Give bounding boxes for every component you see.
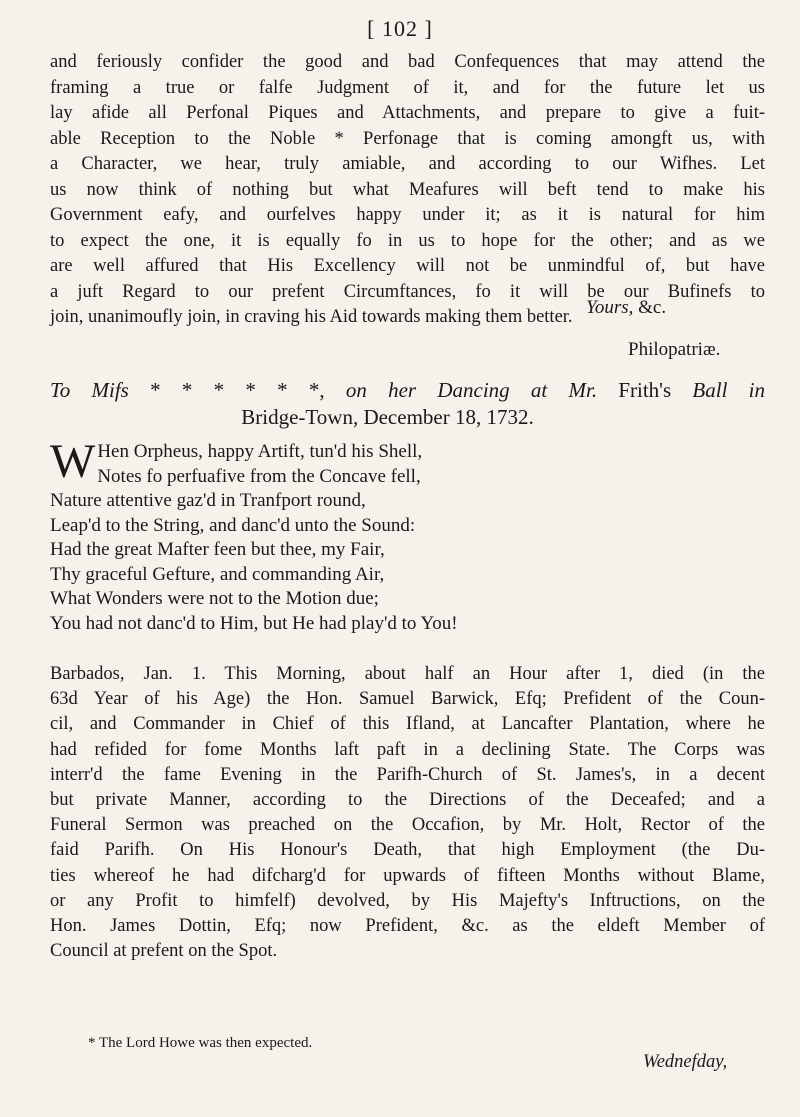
news-line: Council at prefent on the Spot. <box>50 941 278 962</box>
letter-line: and feriously confider the good and bad Confequences that may attend the <box>50 52 765 72</box>
letter-line: Government eafy, and ourfelves happy under it; as it is natural for him <box>50 205 765 225</box>
news-line: interr'd the fame Evening in the Parifh-Church of St. James's, in a decent <box>50 764 765 785</box>
letter-line: lay afide all Perfonal Piques and Attachments, and prepare to give a fuit- <box>50 103 765 123</box>
letter-line: a Character, we hear, truly amiable, and according to our Wifhes. Let <box>50 154 765 174</box>
signature-name: Philopatriæ. <box>628 339 721 360</box>
poem-line: Thy graceful Gefture, and commanding Air, <box>50 563 385 585</box>
signature-etc: &c. <box>638 297 667 318</box>
poem <box>50 435 458 636</box>
news-line: Funeral Sermon was preached on the Occafion, by Mr. Holt, Rector of the <box>50 815 765 836</box>
news-line: Barbados, Jan. 1. This Morning, about half an Hour after 1, died (in the <box>50 664 765 684</box>
news-line: Hon. James Dottin, Efq; now Prefident, &c. as the eldeft Member of <box>50 916 765 937</box>
signature-valediction <box>586 297 666 319</box>
letter-line: able Reception to the Noble * Perfonage that is coming amongft us, with <box>50 128 765 149</box>
page-number: [ 102 ] <box>367 16 433 41</box>
poem-title-line-2: Bridge-Town, December 18, 1732. <box>241 405 534 429</box>
news-line: or any Profit to himfelf) devolved, by His Majefty's Inftructions, on the <box>50 890 765 911</box>
drop-cap: W <box>50 435 96 488</box>
news-line: cil, and Commander in Chief of this Ifland, at Lancafter Plantation, where he <box>50 714 765 735</box>
letter-line: a juft Regard to our prefent Circumftances, fo it will be our Bufinefs to <box>50 281 765 302</box>
letter-text <box>50 50 765 331</box>
poem-line: Leap'd to the String, and danc'd unto the Sound: <box>50 514 416 536</box>
news-line: 63d Year of his Age) the Hon. Samuel Barwick, Efq; Prefident of the Coun- <box>50 689 765 710</box>
signature-yours: Yours, <box>586 297 634 318</box>
news-line: faid Parifh. On His Honour's Death, that high Employment (the Du- <box>50 840 765 861</box>
catchword: Wednefday, <box>643 1052 728 1072</box>
letter-line: framing a true or falfe Judgment of it, and for the future let us <box>50 77 765 98</box>
news-item <box>50 662 765 964</box>
poem-line: Nature attentive gaz'd in Tranfport round, <box>50 490 366 511</box>
poem-line: Notes fo perfuafive from the Concave fell, <box>97 465 421 487</box>
letter-line: to expect the one, it is equally fo in us to hope for the other; and as we <box>50 230 765 251</box>
poem-line: You had not danc'd to Him, but He had play'd to You! <box>50 612 458 634</box>
poem-line: What Wonders were not to the Motion due; <box>50 588 379 609</box>
letter-line: us now think of nothing but what Meafures will beft tend to make his <box>50 179 765 200</box>
letter-line: are well affured that His Excellency will not be unmindful of, but have <box>50 256 765 276</box>
news-line: but private Manner, according to the Directions of the Deceafed; and a <box>50 790 765 811</box>
poem-line: Hen Orpheus, happy Artift, tun'd his Shell, <box>97 441 423 462</box>
news-line: had refided for fome Months laft paft in a declining State. The Corps was <box>50 739 765 760</box>
poem-line: Had the great Mafter feen but thee, my Fair, <box>50 539 385 560</box>
poem-title-line-1: To Mifs * * * * * *, on her Dancing at Mr. Frith's Ball in <box>50 378 765 402</box>
footnote: * The Lord Howe was then expected. <box>88 1035 313 1051</box>
letter-line: join, unanimoufly join, in craving his Aid towards making them better. <box>50 307 573 327</box>
news-line: ties whereof he had difcharg'd for upwards of fifteen Months without Blame, <box>50 865 765 886</box>
poem-title <box>50 377 765 431</box>
